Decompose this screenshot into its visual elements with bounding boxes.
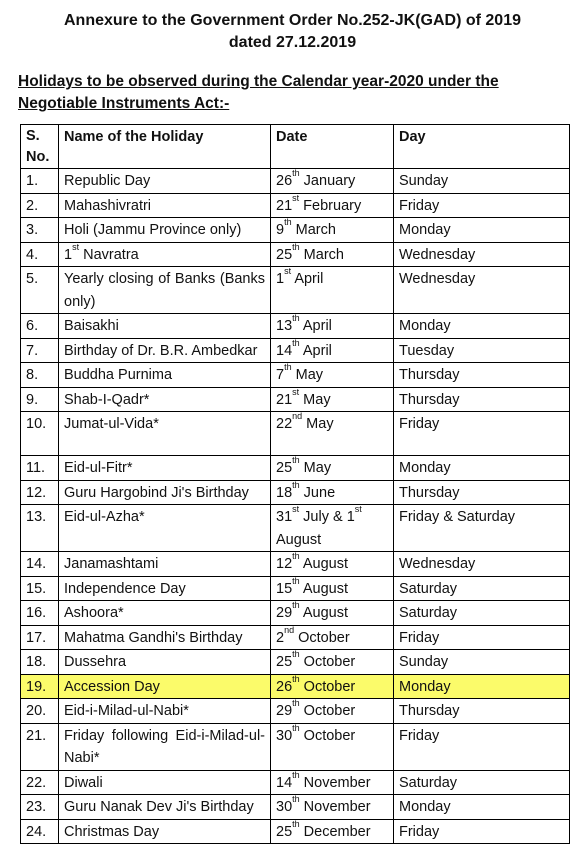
row-holiday-name [59, 218, 271, 243]
header-day: Day [394, 125, 570, 169]
table-row [21, 267, 570, 314]
document-title-line-2: dated 27.12.2019 [228, 34, 357, 51]
date-month: May [299, 460, 332, 476]
holiday-name-text: Janamashtami [64, 556, 159, 572]
holiday-name-text: Navratra [79, 246, 139, 263]
date-ordinal-suffix: th [284, 362, 292, 372]
header-holiday-name: Name of the Holiday [59, 125, 271, 169]
row-date [271, 795, 394, 820]
date-month: June [299, 484, 336, 501]
row-holiday-name [59, 795, 271, 820]
row-serial-number: 20. [21, 699, 59, 724]
table-row [21, 314, 570, 339]
holiday-name-text: Shab-I-Qadr* [64, 391, 150, 408]
holiday-name-text: Buddha Purnima [64, 367, 173, 383]
date-ordinal-suffix: nd [292, 411, 303, 421]
date-month: November [299, 799, 371, 815]
row-holiday-name [59, 650, 271, 675]
row-holiday-name [59, 770, 271, 795]
row-weekday: Friday [394, 819, 570, 844]
row-weekday: Friday [394, 723, 570, 770]
date-ordinal-suffix: st [292, 504, 300, 514]
date-ordinal-suffix: th [292, 649, 300, 659]
section-heading-line-2: Negotiable Instruments Act:- [18, 95, 230, 112]
date-day-number: 25 [276, 654, 293, 670]
date-month: March [299, 246, 344, 263]
date-month: August [276, 531, 322, 548]
row-weekday: Thursday [394, 699, 570, 724]
row-serial-number: 2. [21, 193, 59, 218]
date-day-number: 25 [276, 460, 293, 476]
date-day-number: 13 [276, 318, 293, 334]
table-row [21, 723, 570, 770]
table-row [21, 674, 570, 699]
table-row [21, 363, 570, 388]
row-date [271, 363, 394, 388]
date-ordinal-suffix: st [354, 504, 362, 514]
row-holiday-name [59, 363, 271, 388]
date-month: August [299, 556, 349, 572]
row-holiday-name [59, 601, 271, 626]
holiday-name-text: Dussehra [64, 654, 127, 670]
date-day-number: 29 [276, 605, 293, 621]
date-month: July & 1 [299, 509, 355, 525]
holiday-name-prefix: 1 [64, 246, 73, 263]
row-serial-number: 10. [21, 412, 59, 456]
row-date [271, 338, 394, 363]
date-month: October [299, 678, 356, 695]
date-ordinal-suffix: th [292, 769, 300, 780]
row-holiday-name [59, 699, 271, 724]
date-ordinal-suffix: th [292, 551, 300, 561]
table-row [21, 601, 570, 626]
row-date [271, 723, 394, 770]
date-ordinal-suffix: th [292, 794, 300, 804]
row-holiday-name [59, 625, 271, 650]
date-day-number: 25 [276, 823, 293, 840]
holiday-name-text: Guru Hargobind Ji's Birthday [64, 484, 249, 501]
date-ordinal-suffix: st [292, 386, 300, 397]
row-weekday: Monday [394, 218, 570, 243]
date-day-number: 29 [276, 703, 293, 719]
row-holiday-name [59, 552, 271, 577]
row-holiday-name [59, 338, 271, 363]
row-date [271, 456, 394, 481]
date-day-number: 30 [276, 727, 293, 744]
holiday-name-text: Guru Nanak Dev Ji's Birthday [64, 799, 254, 815]
holiday-name-text: Ashoora* [64, 605, 124, 621]
date-day-number: 25 [276, 246, 293, 263]
holiday-name-text: Eid-i-Milad-ul-Nabi* [64, 703, 189, 719]
row-serial-number: 5. [21, 267, 59, 314]
date-day-number: 21 [276, 197, 293, 214]
holiday-name-text: Holi (Jammu Province only) [64, 222, 242, 238]
row-weekday: Thursday [394, 480, 570, 505]
date-day-number: 26 [276, 678, 293, 695]
row-weekday: Tuesday [394, 338, 570, 363]
table-row [21, 456, 570, 481]
row-weekday: Thursday [394, 387, 570, 412]
table-row [21, 795, 570, 820]
row-weekday: Wednesday [394, 242, 570, 267]
date-ordinal-suffix: nd [284, 624, 295, 635]
row-serial-number: 12. [21, 480, 59, 505]
date-day-number: 1 [276, 271, 285, 287]
row-serial-number: 6. [21, 314, 59, 339]
date-ordinal-suffix: th [292, 168, 300, 178]
table-row [21, 242, 570, 267]
row-weekday: Wednesday [394, 552, 570, 577]
date-ordinal-suffix: th [292, 455, 300, 465]
row-serial-number: 1. [21, 169, 59, 194]
row-date [271, 412, 394, 456]
row-serial-number: 9. [21, 387, 59, 412]
date-day-number: 31 [276, 509, 293, 525]
date-ordinal-suffix: th [292, 673, 300, 684]
table-header-row [21, 125, 570, 169]
date-ordinal-suffix: th [292, 241, 300, 252]
date-month: August [299, 580, 349, 597]
row-weekday: Monday [394, 674, 570, 699]
row-holiday-name [59, 576, 271, 601]
date-day-number: 22 [276, 416, 293, 432]
row-date [271, 625, 394, 650]
row-weekday: Friday [394, 412, 570, 456]
date-month: May [291, 367, 324, 383]
table-row [21, 819, 570, 844]
row-weekday: Thursday [394, 363, 570, 388]
date-month: April [299, 342, 332, 359]
row-serial-number: 3. [21, 218, 59, 243]
table-row [21, 505, 570, 552]
header-date: Date [271, 125, 394, 169]
row-serial-number: 15. [21, 576, 59, 601]
table-row [21, 387, 570, 412]
table-row [21, 412, 570, 456]
date-month: August [299, 605, 349, 621]
date-day-number: 12 [276, 556, 293, 572]
table-row [21, 169, 570, 194]
row-date [271, 699, 394, 724]
holiday-name-text: Accession Day [64, 678, 160, 695]
holiday-name-text: Mahatma Gandhi's Birthday [64, 629, 243, 646]
header-sno: S. No. [21, 125, 59, 169]
date-ordinal-suffix: th [292, 313, 300, 323]
holiday-name-text: Yearly closing of Banks (Banks only) [64, 271, 265, 310]
table-row [21, 576, 570, 601]
section-heading-line-1: Holidays to be observed during the Calendar year-2020 under the [18, 73, 499, 90]
date-month: November [299, 774, 371, 791]
holiday-name-text: Christmas Day [64, 823, 160, 840]
row-holiday-name [59, 193, 271, 218]
row-weekday: Friday & Saturday [394, 505, 570, 552]
date-month: March [291, 222, 336, 238]
row-date [271, 601, 394, 626]
table-row [21, 770, 570, 795]
row-weekday: Saturday [394, 601, 570, 626]
date-ordinal-suffix: th [292, 818, 300, 829]
holiday-name-text: Birthday of Dr. B.R. Ambedkar [64, 342, 258, 359]
row-date [271, 480, 394, 505]
table-row [21, 650, 570, 675]
row-weekday: Wednesday [394, 267, 570, 314]
date-ordinal-suffix: th [292, 337, 300, 348]
row-weekday: Friday [394, 193, 570, 218]
row-serial-number: 4. [21, 242, 59, 267]
date-month: October [294, 629, 350, 646]
row-holiday-name [59, 723, 271, 770]
row-date [271, 387, 394, 412]
row-weekday: Saturday [394, 576, 570, 601]
row-holiday-name [59, 412, 271, 456]
row-date [271, 169, 394, 194]
date-day-number: 30 [276, 799, 293, 815]
date-month: October [299, 703, 356, 719]
holiday-name-text: Mahashivratri [64, 197, 152, 214]
row-serial-number: 17. [21, 625, 59, 650]
date-ordinal-suffix: th [292, 600, 300, 610]
date-ordinal-suffix: th [292, 575, 300, 586]
row-serial-number: 22. [21, 770, 59, 795]
row-date [271, 267, 394, 314]
row-weekday: Saturday [394, 770, 570, 795]
row-date [271, 193, 394, 218]
date-month: February [299, 197, 362, 214]
row-holiday-name [59, 505, 271, 552]
date-ordinal-suffix: th [284, 217, 292, 227]
row-serial-number: 7. [21, 338, 59, 363]
date-ordinal-suffix: th [292, 722, 300, 733]
row-holiday-name [59, 674, 271, 699]
date-day-number: 15 [276, 580, 293, 597]
date-day-number: 14 [276, 342, 293, 359]
row-weekday: Monday [394, 456, 570, 481]
table-row [21, 338, 570, 363]
row-date [271, 576, 394, 601]
date-month: October [299, 654, 356, 670]
row-serial-number: 13. [21, 505, 59, 552]
document-title-line-1: Annexure to the Government Order No.252-JK(GAD) of 2019 [64, 12, 521, 29]
date-day-number: 26 [276, 173, 293, 189]
row-date [271, 552, 394, 577]
row-holiday-name [59, 242, 271, 267]
row-serial-number: 8. [21, 363, 59, 388]
holiday-name-text: Baisakhi [64, 318, 119, 334]
table-row [21, 699, 570, 724]
row-date [271, 314, 394, 339]
holiday-name-text: Republic Day [64, 173, 151, 189]
row-weekday: Sunday [394, 650, 570, 675]
holiday-name-text: Diwali [64, 774, 103, 791]
holiday-name-text: Eid-ul-Azha* [64, 509, 145, 525]
date-month: May [299, 391, 331, 408]
row-serial-number: 16. [21, 601, 59, 626]
row-weekday: Monday [394, 314, 570, 339]
table-row [21, 552, 570, 577]
table-row [21, 625, 570, 650]
date-day-number: 21 [276, 391, 293, 408]
holiday-name-text: Friday following Eid-i-Milad-ul-Nabi* [64, 727, 265, 766]
date-month: April [299, 318, 332, 334]
row-serial-number: 11. [21, 456, 59, 481]
row-serial-number: 23. [21, 795, 59, 820]
row-holiday-name [59, 387, 271, 412]
holiday-table [20, 124, 570, 844]
date-month: April [291, 271, 324, 287]
row-date [271, 819, 394, 844]
date-day-number: 14 [276, 774, 293, 791]
row-date [271, 650, 394, 675]
row-serial-number: 24. [21, 819, 59, 844]
table-row [21, 218, 570, 243]
date-day-number: 2 [276, 629, 285, 646]
row-date [271, 505, 394, 552]
holiday-name-text: Jumat-ul-Vida* [64, 416, 159, 432]
row-date [271, 218, 394, 243]
row-holiday-name [59, 314, 271, 339]
date-month: May [302, 416, 334, 432]
row-serial-number: 18. [21, 650, 59, 675]
row-weekday: Monday [394, 795, 570, 820]
row-holiday-name [59, 819, 271, 844]
row-holiday-name [59, 456, 271, 481]
row-date [271, 674, 394, 699]
holiday-name-text: Independence Day [64, 580, 186, 597]
row-holiday-name [59, 480, 271, 505]
row-date [271, 242, 394, 267]
row-serial-number: 14. [21, 552, 59, 577]
date-month: December [299, 823, 371, 840]
date-month: October [299, 727, 356, 744]
date-ordinal-suffix: th [292, 698, 300, 708]
row-serial-number: 19. [21, 674, 59, 699]
date-ordinal-suffix: st [284, 266, 292, 276]
table-row [21, 480, 570, 505]
row-holiday-name [59, 169, 271, 194]
row-holiday-name [59, 267, 271, 314]
holiday-name-text: Eid-ul-Fitr* [64, 460, 133, 476]
date-ordinal-suffix: th [292, 479, 300, 490]
holiday-name-suffix: st [72, 241, 80, 252]
date-month: January [299, 173, 356, 189]
date-ordinal-suffix: st [292, 192, 300, 203]
row-weekday: Sunday [394, 169, 570, 194]
date-day-number: 18 [276, 484, 293, 501]
row-serial-number: 21. [21, 723, 59, 770]
row-date [271, 770, 394, 795]
row-weekday: Friday [394, 625, 570, 650]
table-row [21, 193, 570, 218]
date-day-number: 9 [276, 222, 285, 238]
date-day-number: 7 [276, 367, 285, 383]
